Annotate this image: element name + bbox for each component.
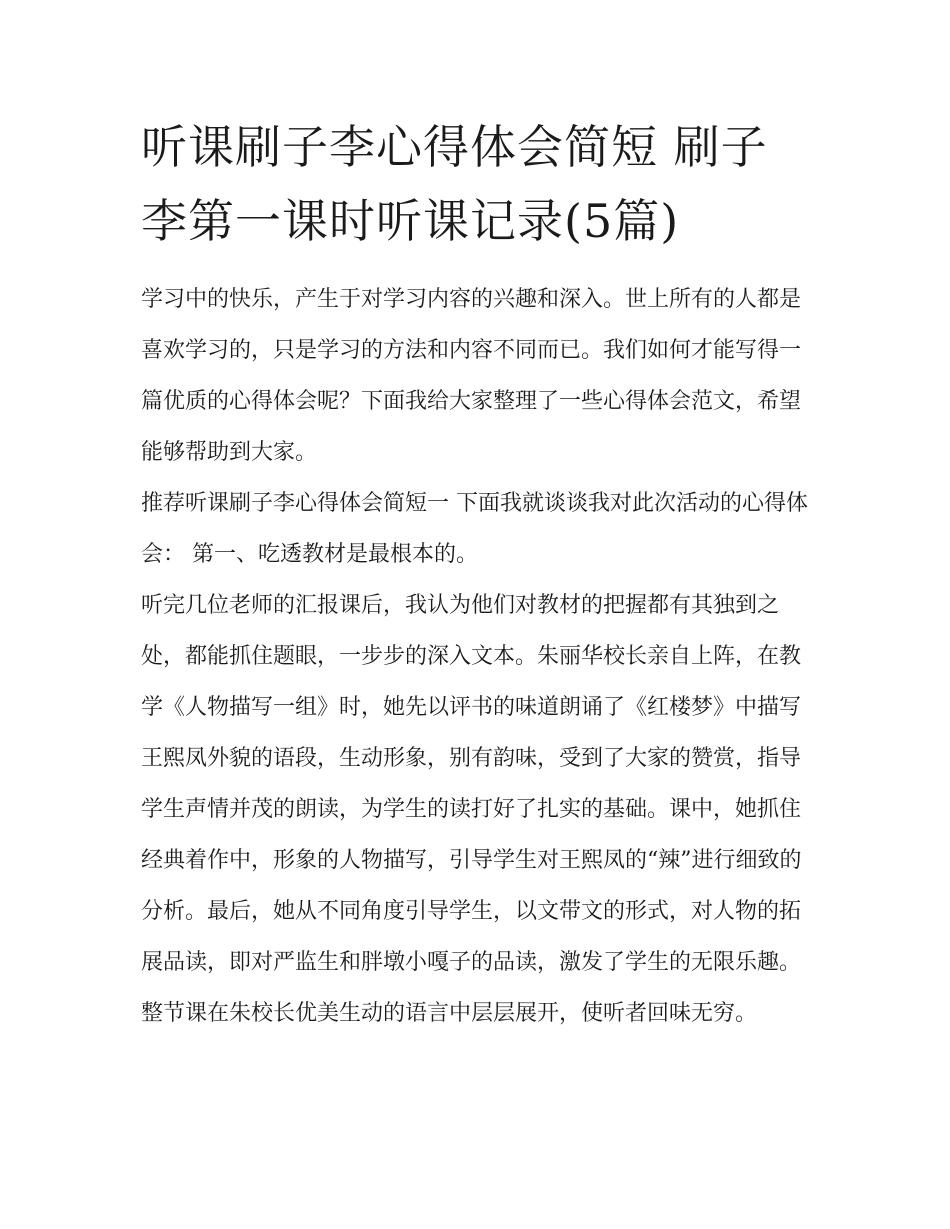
- intro-paragraph: 学习中的快乐，产生于对学习内容的兴趣和深入。世上所有的人都是喜欢学习的，只是学习的方法和内容不同而已。我们如何才能写得一篇优质的心得体会呢？下面我给大家整理了一些心得体会范文，希望能够帮助到大家。: [141, 287, 802, 465]
- document-body: [141, 110, 813, 1039]
- recommendation-paragraph: 推荐听课刷子李心得体会简短一 下面我就谈谈我对此次活动的心得体会： 第一、吃透教材是最根本的。: [141, 491, 808, 567]
- document-title: 听课刷子李心得体会简短 刷子李第一课时听课记录(5篇): [141, 120, 768, 248]
- body-paragraph: 听完几位老师的汇报课后，我认为他们对教材的把握都有其独到之处，都能抓住题眼，一步步的深入文本。朱丽华校长亲自上阵，在教学《人物描写一组》时，她先以评书的味道朗诵了《红楼梦》中描写王熙凤外貌的语段，生动形象，别有韵味，受到了大家的赞赏，指导学生声情并茂的朗读，为学生的读打好了扎实的基础。课中，她抓住经典着作中，形象的人物描写，引导学生对王熙凤的“辣”进行细致的分析。最后，她从不同角度引导学生，以文带文的形式，对人物的拓展品读，即对严监生和胖墩小嘎子的品读，激发了学生的无限乐趣。整节课在朱校长优美生动的语言中层层展开，使听者回味无穷。: [141, 593, 802, 1026]
